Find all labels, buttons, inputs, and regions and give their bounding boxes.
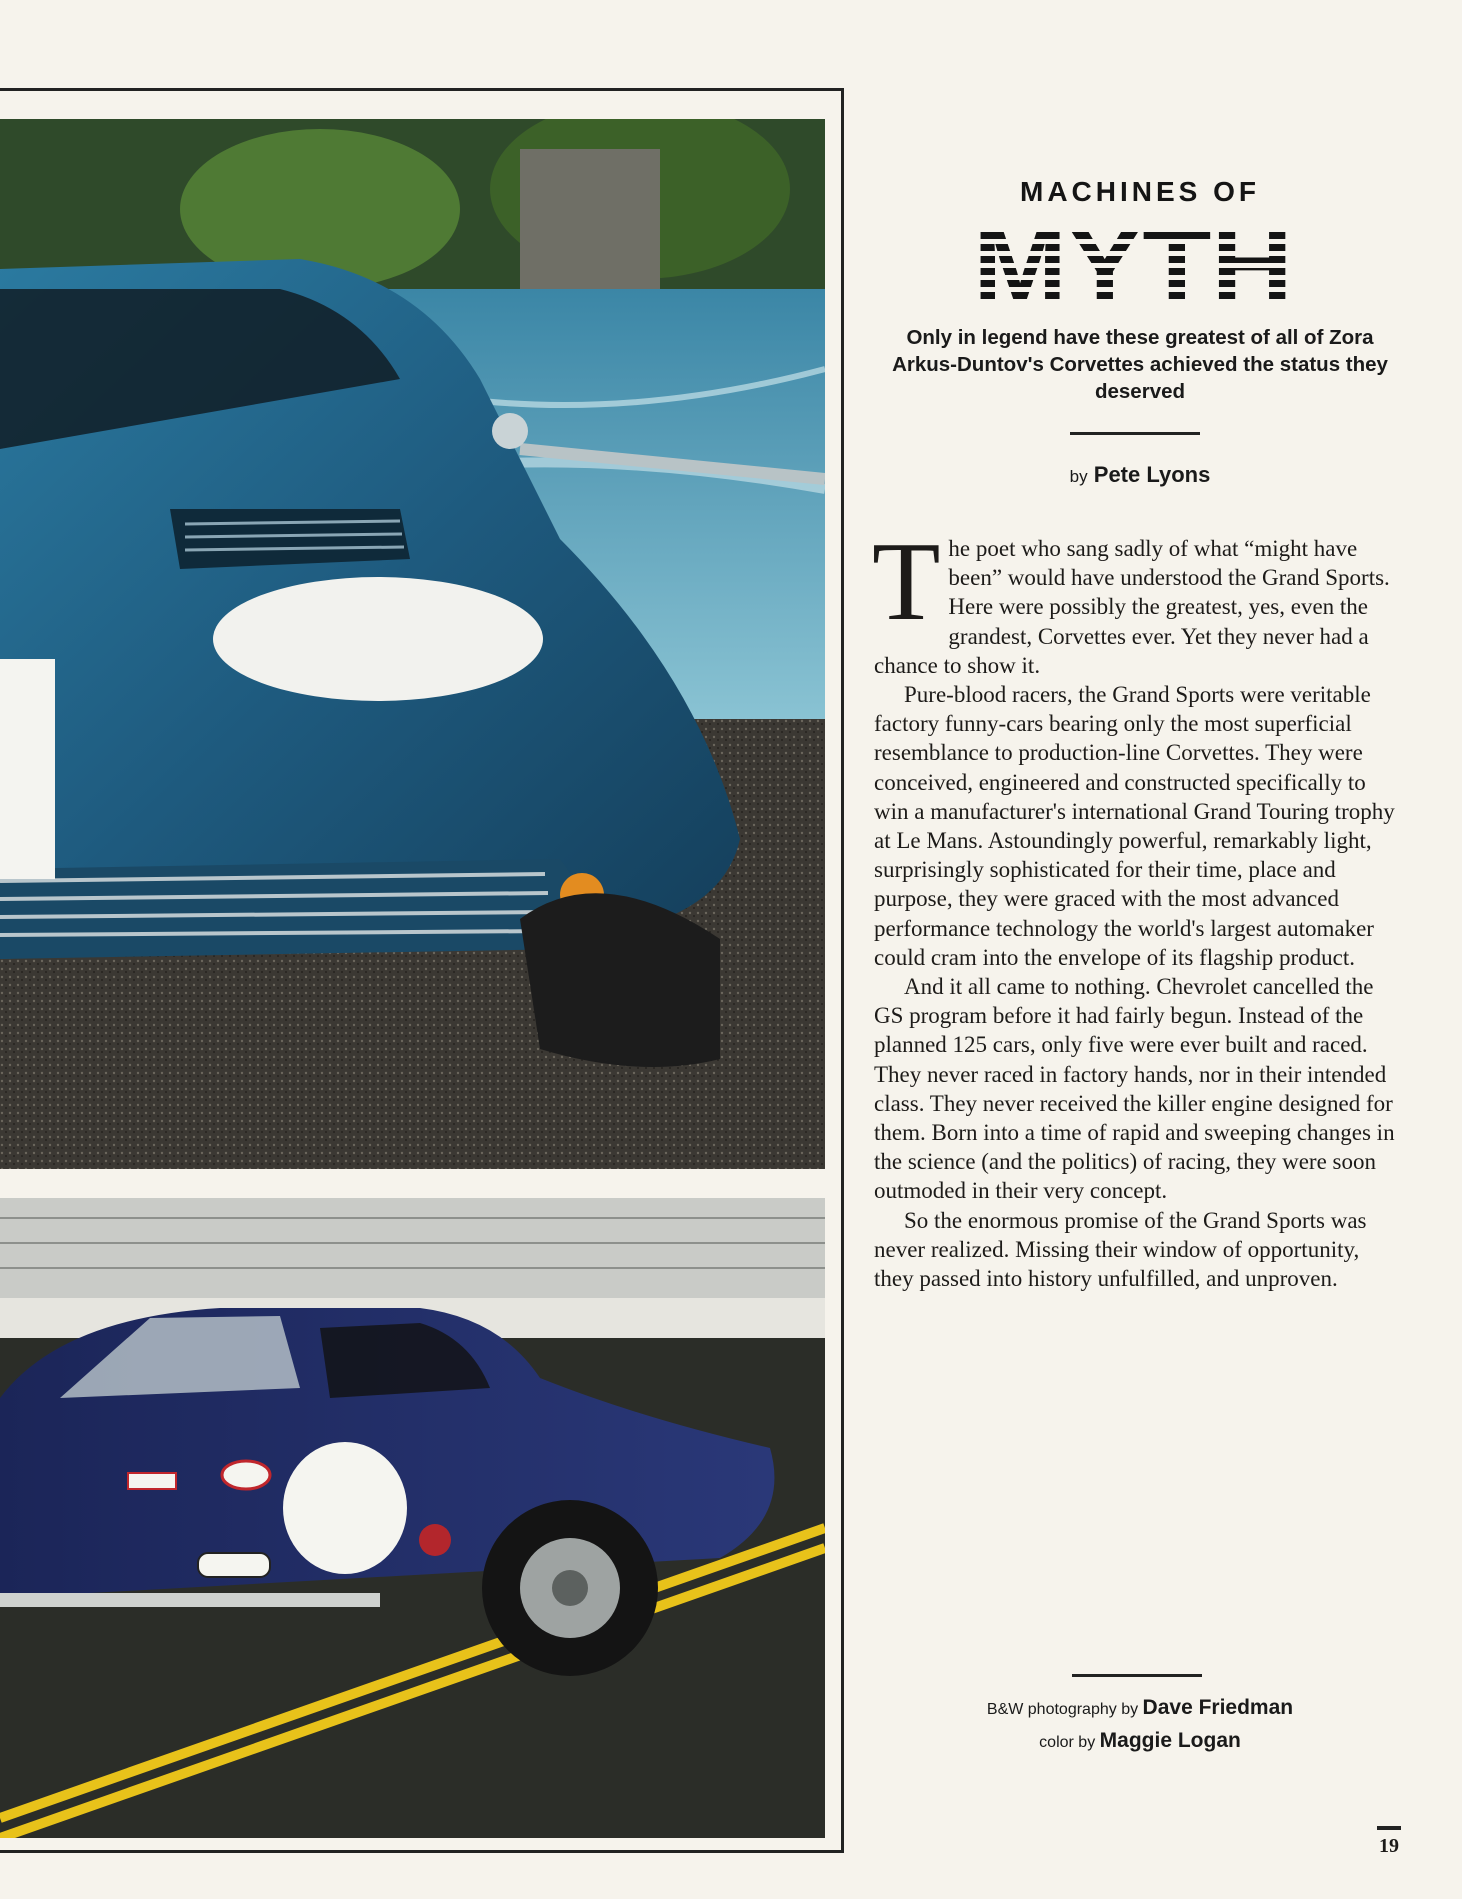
page-number-bar xyxy=(1377,1826,1401,1830)
paragraph-4: So the enormous promise of the Grand Sports was never realized. Missing their window of opportunity, they passed into history unfulfilled, and unproven. xyxy=(874,1207,1367,1292)
headline-title-graphic xyxy=(968,220,1298,312)
byline-prefix: by xyxy=(1069,467,1088,486)
drop-cap: T xyxy=(872,520,941,644)
paragraph-1-text: he poet who sang sadly of what “might have been” would have understood the Grand Sports. Here were possibly the greatest, yes, even the grandest, Corvettes ever. Yet they never had a chance to show it. xyxy=(874,536,1390,678)
headline-kicker: MACHINES OF xyxy=(1020,176,1260,207)
headline-title xyxy=(968,220,1298,312)
photo-credit-bw-name: Dave Friedman xyxy=(1142,1696,1294,1719)
paragraph-2: Pure-blood racers, the Grand Sports were veritable factory funny-cars bearing only the most superficial resemblance to production-line Corvettes. They were conceived, engineered and constructed specifically to win a manufacturer's international Grand Touring trophy at Le Mans. Astoundingly powerful, remarkably light, surprisingly sophisticated for their time, place and purpose, they were graced with the most advanced performance technology the world's largest automaker could cram into the envelope of its flagship product. xyxy=(874,682,1395,970)
article-body xyxy=(872,520,1396,1293)
photo-corvette-2 xyxy=(0,1198,825,1838)
byline-author: Pete Lyons xyxy=(1093,462,1211,487)
photo-credit-bw-prefix: B&W photography by xyxy=(986,1701,1139,1718)
divider-rule xyxy=(1070,432,1200,435)
credits-rule xyxy=(1072,1674,1202,1677)
photo-credit-color-prefix: color by xyxy=(1039,1734,1096,1751)
paragraph-1 xyxy=(872,520,1396,680)
article-dek: Only in legend have these greatest of all of Zora Arkus-Duntov's Corvettes achieved the status they deserved xyxy=(892,326,1388,403)
byline xyxy=(880,462,1400,488)
photo-credit-bw xyxy=(880,1696,1400,1720)
photo-credit-color xyxy=(880,1729,1400,1753)
page-number: 19 xyxy=(1379,1835,1399,1857)
photo-credit-color-name: Maggie Logan xyxy=(1099,1729,1241,1752)
paragraph-3: And it all came to nothing. Chevrolet cancelled the GS program before it had fairly begun. Instead of the planned 125 cars, only five were ever built and raced. They never raced in factory hands, nor in their intended class. They never received the killer engine designed for them. Born into a time of rapid and sweeping changes in the science (and the politics) of racing, they were soon outmoded in their very concept. xyxy=(874,974,1395,1204)
photo-corvette-50 xyxy=(0,119,825,1169)
